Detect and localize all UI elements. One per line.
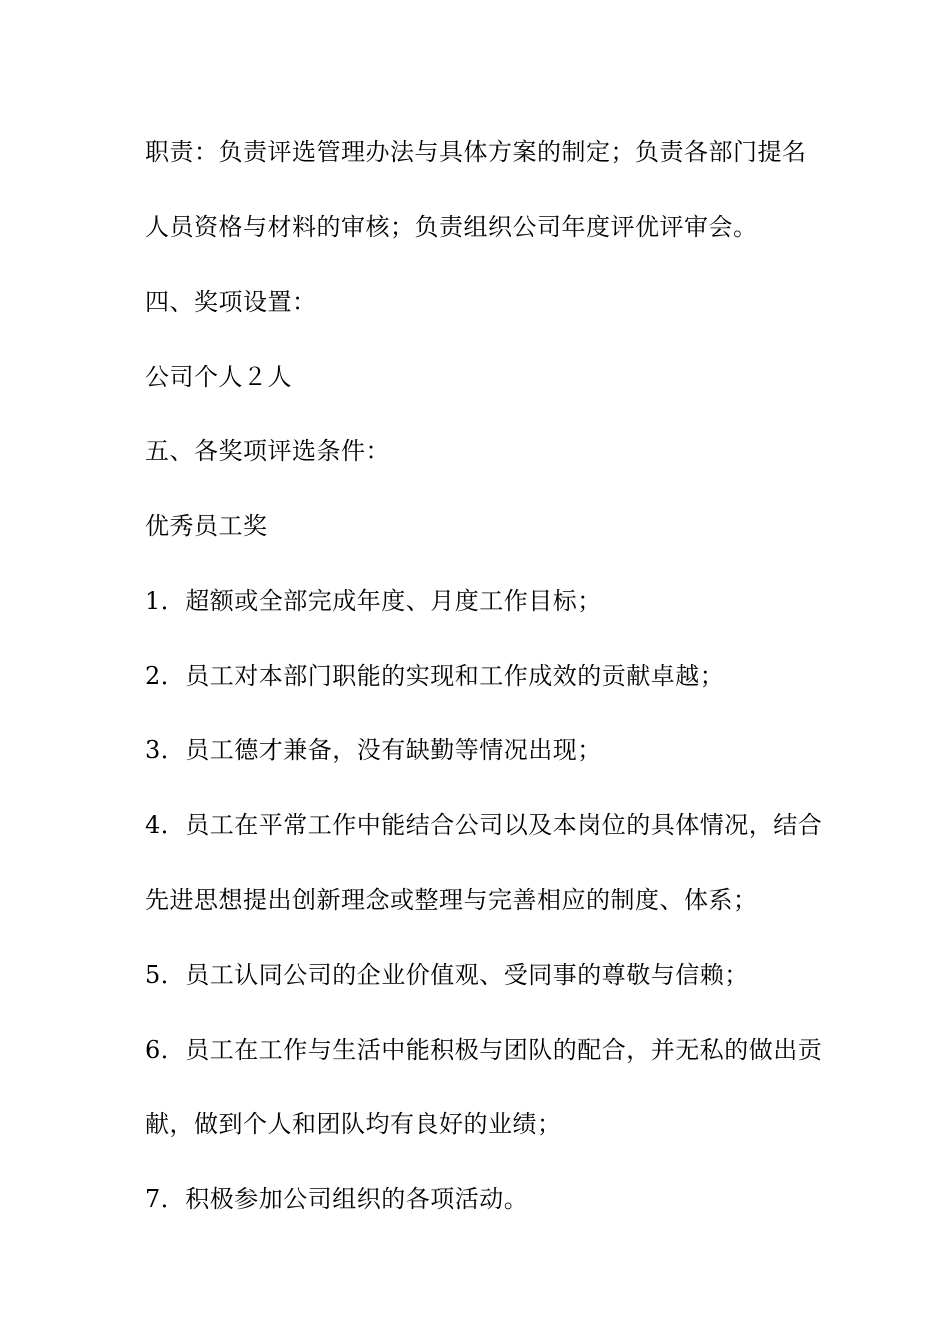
criteria-item-4: 4．员工在平常工作中能结合公司以及本岗位的具体情况，结合 — [145, 811, 823, 839]
criteria-item-1: 1．超额或全部完成年度、月度工作目标； — [145, 587, 602, 615]
text-line-company-individual: 公司个人２人 — [145, 363, 292, 391]
criteria-item-7: 7．积极参加公司组织的各项活动。 — [145, 1185, 529, 1213]
section-heading-criteria: 五、各奖项评选条件： — [145, 437, 390, 465]
text-line-duties-2: 人员资格与材料的审核；负责组织公司年度评优评审会。 — [145, 213, 758, 241]
text-line-duties-1: 职责：负责评选管理办法与具体方案的制定；负责各部门提名 — [145, 138, 807, 166]
criteria-item-6-cont: 献，做到个人和团队均有良好的业绩； — [145, 1110, 562, 1138]
section-heading-awards: 四、奖项设置： — [145, 288, 317, 316]
subheading-excellent-employee: 优秀员工奖 — [145, 512, 268, 540]
criteria-item-6: 6．员工在工作与生活中能积极与团队的配合，并无私的做出贡 — [145, 1036, 823, 1064]
criteria-item-3: 3．员工德才兼备，没有缺勤等情况出现； — [145, 736, 602, 764]
criteria-item-5: 5．员工认同公司的企业价值观、受同事的尊敬与信赖； — [145, 961, 749, 989]
criteria-item-2: 2．员工对本部门职能的实现和工作成效的贡献卓越； — [145, 662, 725, 690]
criteria-item-4-cont: 先进思想提出创新理念或整理与完善相应的制度、体系； — [145, 886, 758, 914]
